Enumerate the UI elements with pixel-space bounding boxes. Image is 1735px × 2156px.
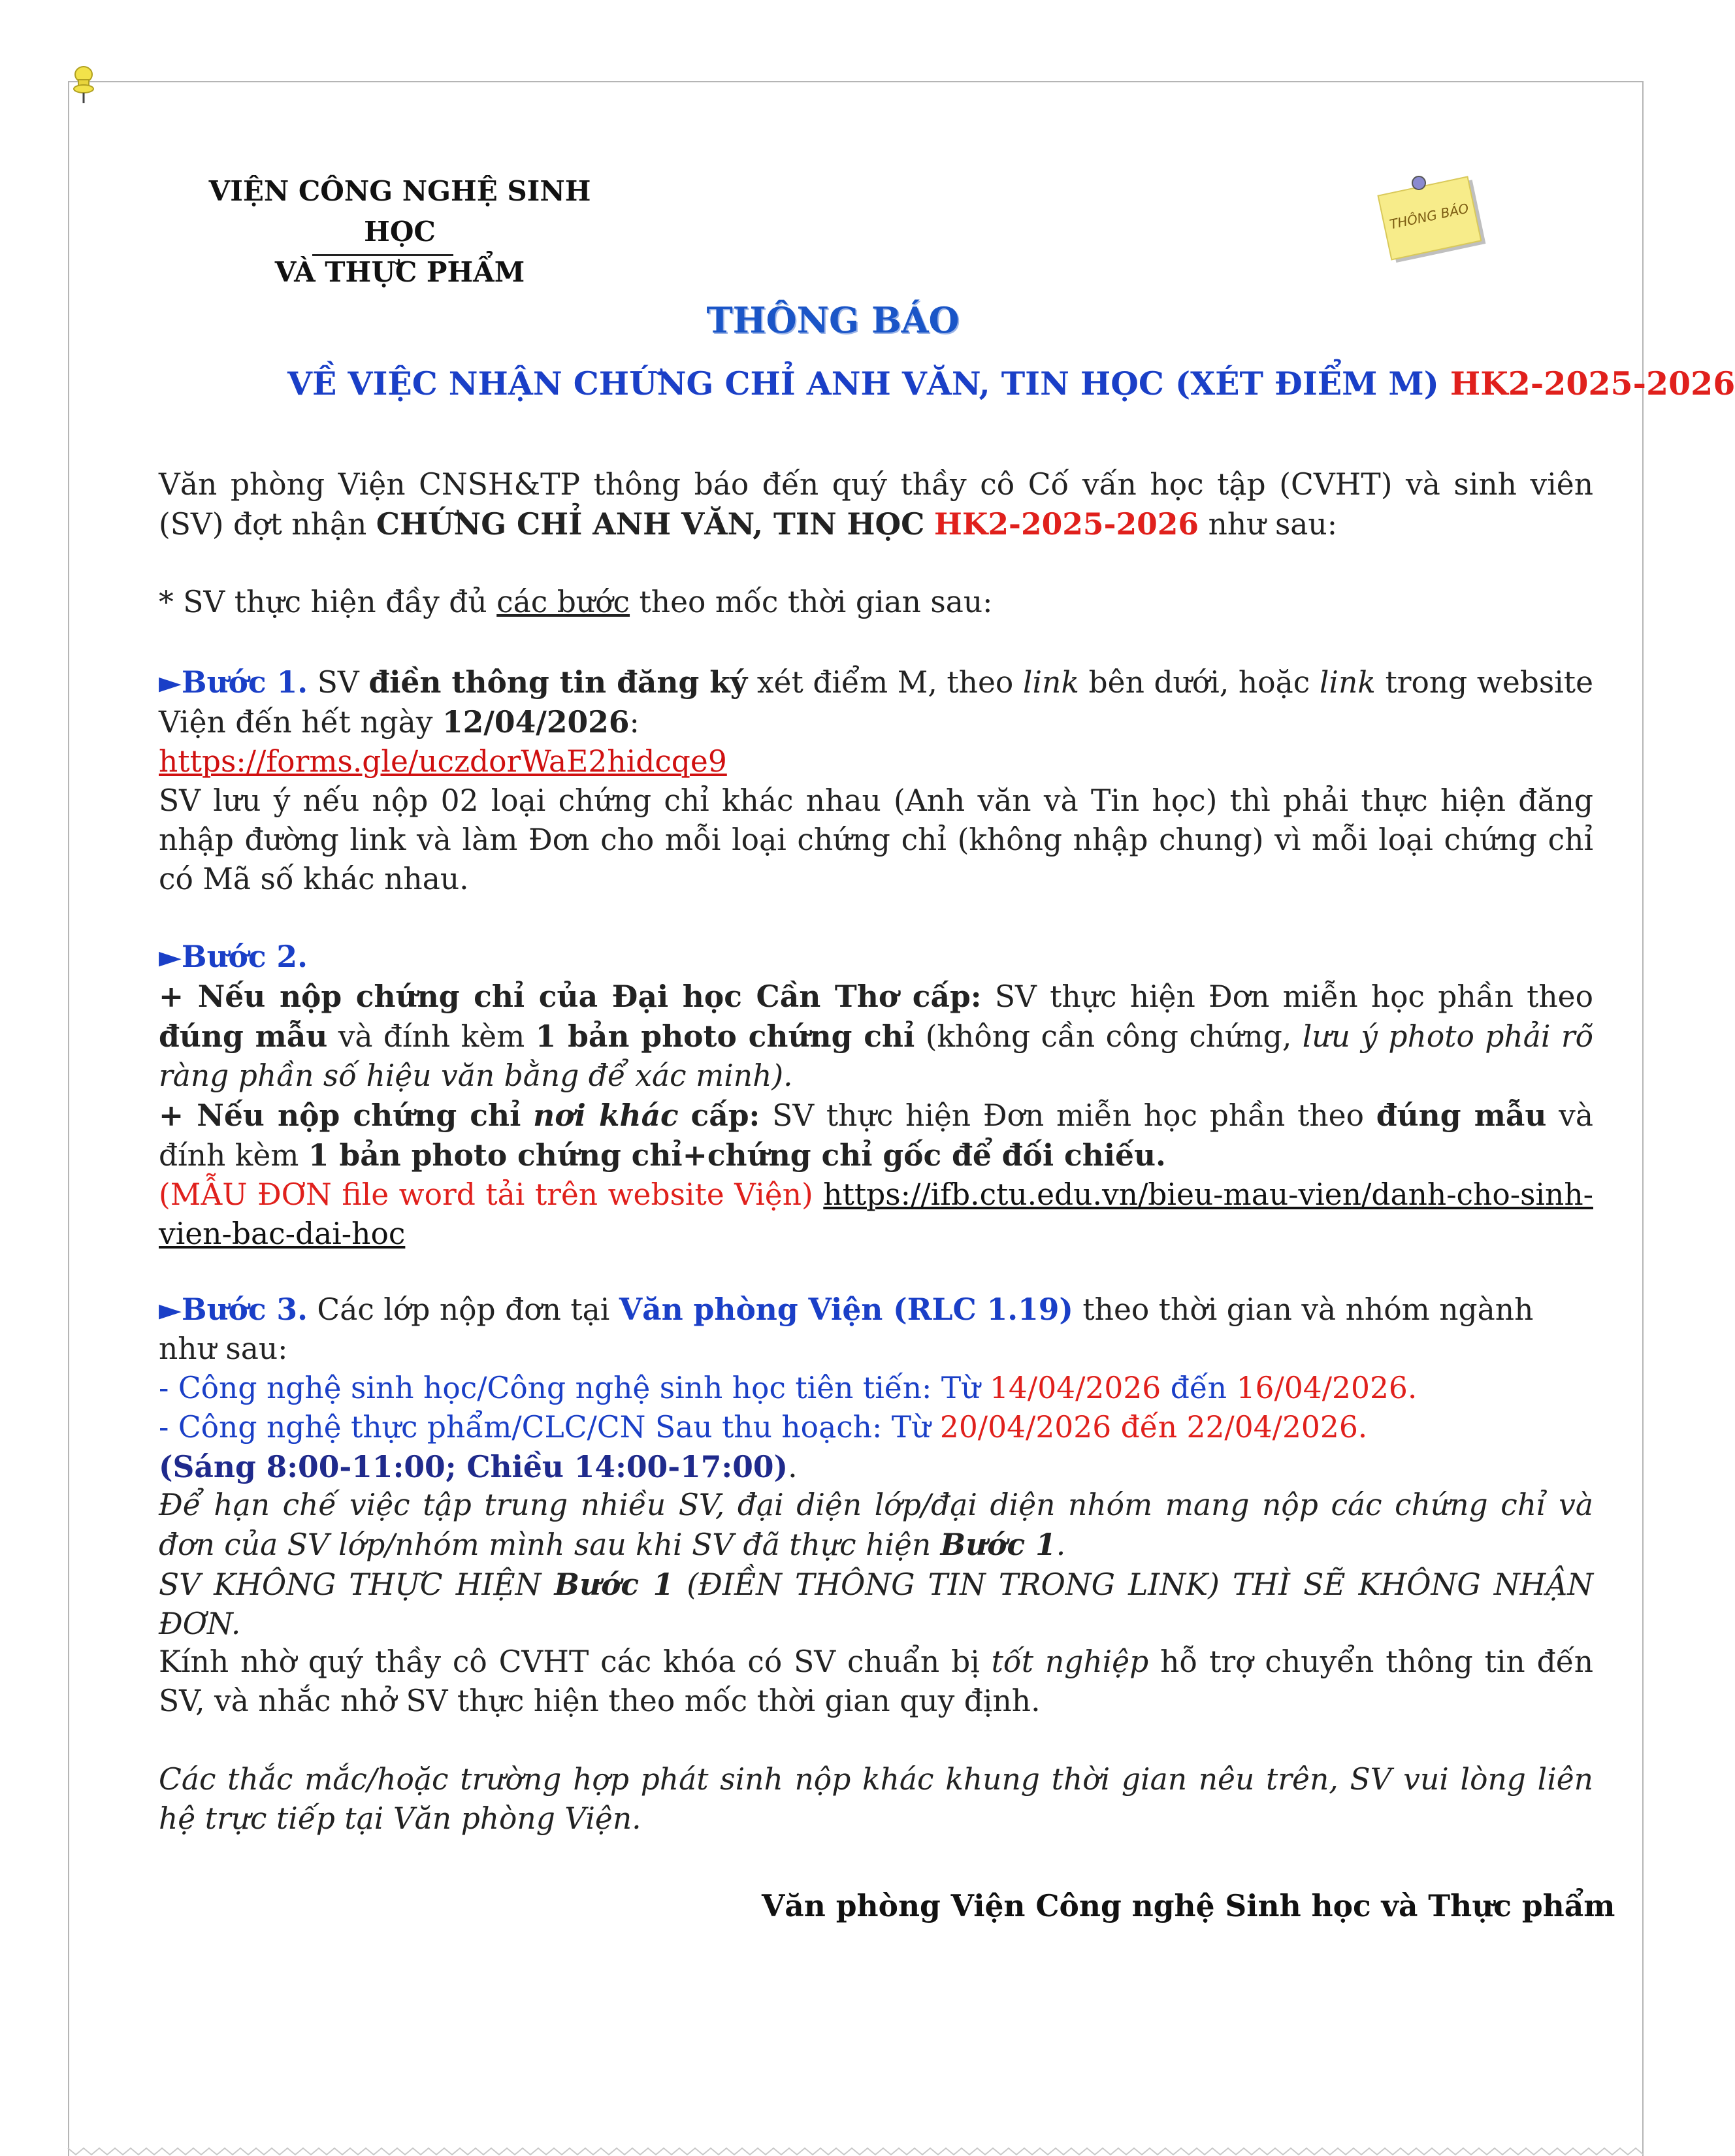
page-title: THÔNG BÁO <box>706 299 960 341</box>
step-1-text-3: bên dưới, hoặc <box>1088 665 1310 700</box>
page-subtitle <box>287 365 1735 402</box>
schedule-group-1-mid: đến <box>1170 1371 1227 1405</box>
step-2-case-2-bold: đúng mẫu <box>1376 1098 1547 1133</box>
intro-bold: CHỨNG CHỈ ANH VĂN, TIN HỌC <box>376 506 925 542</box>
step-2-case-1-bold: đúng mẫu <box>159 1019 328 1054</box>
italic-note-warning: SV KHÔNG THỰC HIỆN <box>159 1567 542 1602</box>
step-1-bold: điền thông tin đăng ký <box>368 664 748 700</box>
header-underline <box>312 254 453 256</box>
step-1-deadline: 12/04/2026 <box>442 704 630 740</box>
step-1-link-word: link <box>1022 665 1079 700</box>
steps-intro-suffix: theo mốc thời gian sau: <box>639 585 993 619</box>
step-2-case-1-text: SV thực hiện Đơn miễn học phần theo <box>994 979 1594 1014</box>
step-2-case-2-text-2: và đính kèm <box>159 1098 1594 1173</box>
organization-name <box>178 171 622 293</box>
org-line-1: VIỆN CÔNG NGHỆ SINH HỌC <box>208 175 591 248</box>
step-3-label: Bước 3. <box>182 1292 308 1327</box>
step-3-text-2: theo thời gian và nhóm ngành như sau: <box>159 1292 1534 1366</box>
intro-paragraph <box>159 465 1593 544</box>
schedule-group-2-mid: đến <box>1120 1410 1178 1445</box>
schedule-group-1-text: - Công nghệ sinh học/Công nghệ sinh học tiên tiến: Từ <box>159 1371 981 1405</box>
steps-intro-underlined: các bước <box>496 585 630 619</box>
schedule-group-2-from: 20/04/2026 <box>939 1410 1112 1445</box>
step-2-case-1-italic: lưu ý photo phải rõ ràng phần số hiệu văn bằng để xác minh). <box>159 1019 1593 1093</box>
request-paragraph <box>159 1642 1593 1721</box>
steps-intro <box>159 583 1593 622</box>
step-2-case-2-heading-end: cấp: <box>690 1098 760 1133</box>
step-1 <box>159 662 1593 899</box>
italic-note-text: Để hạn chế việc tập trung nhiều SV, đại diện lớp/đại diện nhóm mang nộp các chứng chỉ và đơn của SV lớp/nhóm mình sau khi SV đã thực hiện <box>159 1488 1593 1562</box>
intro-term: HK2-2025-2026 <box>933 506 1199 542</box>
step-2-case-1-heading: + Nếu nộp chứng chỉ của Đại học Cần Thơ cấp: <box>159 979 982 1014</box>
step-1-note: SV lưu ý nếu nộp 02 loại chứng chỉ khác nhau (Anh văn và Tin học) thì phải thực hiện đăng nhập đường link và làm Đơn cho mỗi loại chứng chỉ (không nhập chung) vì mỗi loại chứng chỉ có Mã số khác nhau. <box>159 783 1593 896</box>
schedule-group-2 <box>159 1408 1593 1447</box>
step-1-link-word-2: link <box>1319 665 1376 700</box>
steps-intro-prefix: * SV thực hiện đầy đủ <box>159 585 487 619</box>
step-2-case-2-text: SV thực hiện Đơn miễn học phần theo <box>772 1098 1364 1133</box>
request-italic: tốt nghiệp <box>991 1644 1149 1679</box>
sticky-note-text: THÔNG BÁO <box>1388 200 1470 233</box>
subtitle-term: HK2-2025-2026 <box>1450 365 1735 402</box>
arrow-right-icon: ► <box>159 939 182 974</box>
contact-paragraph: Các thắc mắc/hoặc trường hợp phát sinh nộp khác khung thời gian nêu trên, SV vui lòng liên hệ trực tiếp tại Văn phòng Viện. <box>159 1762 1593 1836</box>
step-2-case-2-italic: nơi khác <box>533 1098 679 1133</box>
page-torn-edge <box>68 2147 1644 2156</box>
step-2-case-1-text-2: và đính kèm <box>338 1019 525 1054</box>
sticky-note-icon <box>1370 171 1488 263</box>
schedule-group-1-from: 14/04/2026 <box>989 1371 1161 1405</box>
signature: Văn phòng Viện Công nghệ Sinh học và Thực phẩm <box>762 1888 1615 1923</box>
step-1-text-2: xét điểm M, theo <box>756 665 1014 700</box>
step-1-text: SV <box>317 665 359 700</box>
subtitle-text: VỀ VIỆC NHẬN CHỨNG CHỈ ANH VĂN, TIN HỌC (XÉT ĐIỂM M) <box>287 365 1439 402</box>
schedule-group-1 <box>159 1369 1593 1408</box>
schedule-group-1-to: 16/04/2026. <box>1236 1371 1418 1405</box>
step-2-case-1-bold-2: 1 bản photo chứng chỉ <box>535 1019 915 1054</box>
intro-text-end: như sau: <box>1208 507 1338 542</box>
registration-form-link[interactable]: https://forms.gle/uczdorWaE2hidcqe9 <box>159 744 727 779</box>
pushpin-icon <box>71 65 97 105</box>
step-3 <box>159 1290 1593 1487</box>
office-hours: (Sáng 8:00-11:00; Chiều 14:00-17:00) <box>159 1449 788 1484</box>
step-1-text-4: trong website Viện đến hết ngày <box>159 665 1594 740</box>
step-2 <box>159 937 1593 1254</box>
italic-note-bold-2: Bước 1 <box>554 1567 674 1602</box>
request-text-2: hỗ trợ chuyển thông tin đến SV, và nhắc nhở SV thực hiện theo mốc thời gian quy định. <box>159 1644 1593 1718</box>
office-hours-dot: . <box>788 1450 798 1484</box>
step-2-case-2-bold-2: 1 bản photo chứng chỉ+chứng chỉ gốc để đối chiếu. <box>308 1137 1166 1173</box>
request-text: Kính nhờ quý thầy cô CVHT các khóa có SV chuẩn bị <box>159 1644 980 1679</box>
italic-note <box>159 1486 1593 1644</box>
italic-note-warning-end: (ĐIỀN THÔNG TIN TRONG LINK) THÌ SẼ KHÔNG NHẬN ĐƠN. <box>159 1567 1594 1641</box>
step-3-office: Văn phòng Viện (RLC 1.19) <box>619 1292 1073 1327</box>
intro-text: Văn phòng Viện CNSH&TP thông báo đến quý thầy cô Cố vấn học tập (CVHT) và sinh viên (SV) đợt nhận <box>159 467 1593 542</box>
step-1-colon: : <box>629 705 640 740</box>
org-line-2: VÀ THỰC PHẨM <box>274 256 525 288</box>
schedule-group-2-text: - Công nghệ thực phẩm/CLC/CN Sau thu hoạch: Từ <box>159 1410 931 1445</box>
step-3-text: Các lớp nộp đơn tại <box>317 1292 610 1327</box>
form-template-note: (MẪU ĐƠN file word tải trên website Viện) <box>159 1177 813 1212</box>
form-template-link[interactable]: https://ifb.ctu.edu.vn/bieu-mau-vien/danh-cho-sinh-vien-bac-dai-hoc <box>159 1177 1593 1251</box>
italic-note-bold: Bước 1 <box>940 1527 1056 1562</box>
arrow-right-icon: ► <box>159 1292 182 1327</box>
step-2-label: Bước 2. <box>182 939 308 974</box>
italic-note-dot: . <box>1056 1527 1066 1562</box>
step-2-case-1-text-3: (không cần công chứng, <box>925 1019 1292 1054</box>
arrow-right-icon: ► <box>159 665 182 700</box>
step-2-case-2-heading: + Nếu nộp chứng chỉ <box>159 1098 521 1133</box>
step-1-label: Bước 1. <box>182 664 308 700</box>
schedule-group-2-to: 22/04/2026. <box>1186 1410 1368 1445</box>
